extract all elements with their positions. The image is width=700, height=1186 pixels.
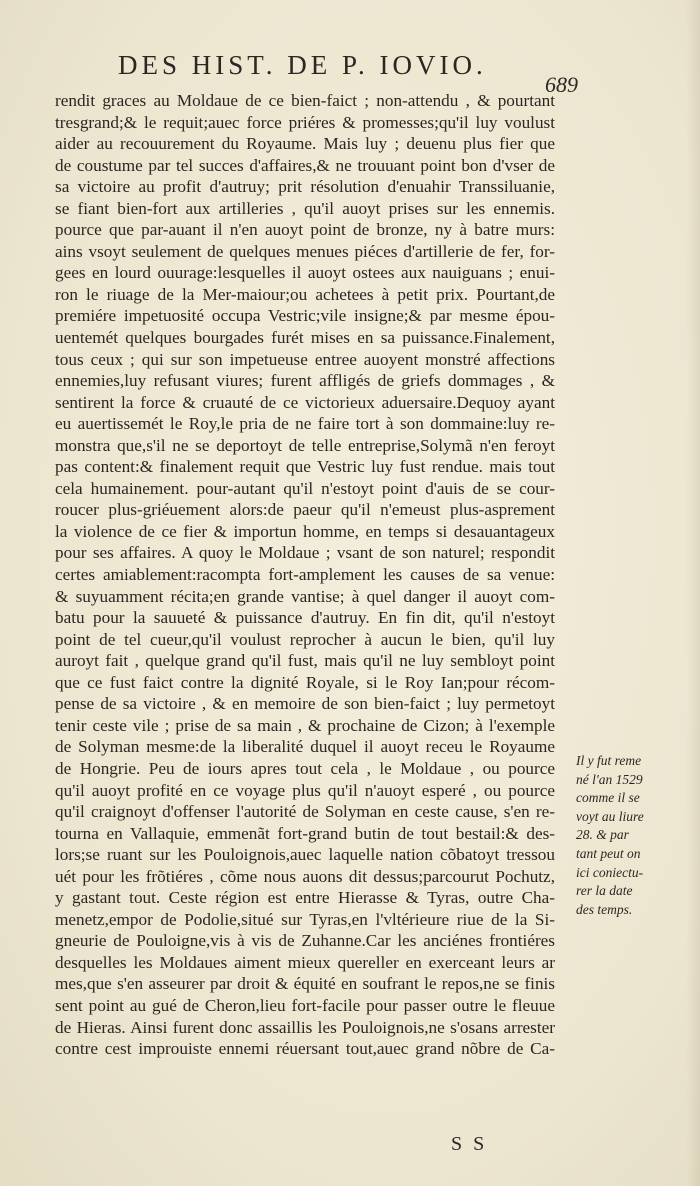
margin-note-line: rer la date — [576, 883, 633, 899]
text-line: de coustume par tel succes d'affaires,& ne trouuant point bon d'vser de — [55, 155, 555, 175]
text-line: de Hieras. Ainsi furent donc assaillis les Pouloignois,ne s'osans arrester — [55, 1017, 555, 1037]
text-line: premiére impetuosité occupa Vestric;vile insigne;& par mesme épou- — [55, 306, 555, 326]
text-line: contre cest improuiste ennemi réuersant tout,auec grand nõbre de Ca- — [55, 1039, 555, 1059]
page-edge-shadow — [686, 0, 700, 1186]
text-line: gneurie de Pouloigne,vis à vis de Zuhanne.Car les anciénes frontiéres — [55, 931, 555, 951]
margin-note-line: ici coniectu- — [576, 864, 644, 880]
text-line: menetz,empor de Podolie,situé sur Tyras,en l'vltérieure riue de la Si- — [55, 909, 555, 929]
margin-note-line: des temps. — [576, 901, 633, 917]
text-line: qu'il auoyt profité en ce voyage plus qu'il n'auoyt esperé , ou pource — [55, 780, 555, 800]
text-line: pour ses affaires. A quoy le Moldaue ; vsant de son naturel; respondit — [55, 543, 555, 563]
text-line: monstra que,s'il ne se deportoyt de telle entreprise,Solymã n'en feroyt — [55, 435, 555, 455]
text-line: desquelles les Moldaues aiment mieux quereller en exerceant leurs ar — [55, 952, 555, 972]
text-line: roucer plus-griéuement alors:de paeur qu'il n'emeust plus-asprement — [55, 500, 555, 520]
text-line: aider au recouurement du Royaume. Mais luy ; deuenu plus fier que — [55, 134, 555, 154]
margin-note-line: comme il se — [576, 790, 640, 806]
text-line: de Hongrie. Peu de iours apres tout cela , le Moldaue , ou pource — [55, 758, 555, 778]
text-line: rendit graces au Moldaue de ce bien-faict ; non-attendu , & pourtant — [55, 91, 555, 110]
text-line: que ce fust faict contre la dignité Royale, si le Roy Ian;pour récom- — [55, 672, 555, 692]
text-line: qu'il craignoyt d'offenser l'autorité de Solyman en ceste cause, s'en re- — [55, 802, 555, 822]
margin-note-line: Il y fut reme — [576, 753, 642, 768]
text-line: pource que par-auant il n'en auoyt point de bronze, ny à batre murs: — [55, 220, 555, 240]
body-text — [55, 90, 555, 1060]
margin-note-line: voyt au liure — [576, 808, 644, 824]
text-line: ains vsoyt seulement de quelques menues piéces d'artillerie de fer, for- — [55, 241, 555, 261]
running-title: DES HIST. DE P. IOVIO. — [118, 50, 487, 80]
text-line: tenir ceste vile ; prise de sa main , & prochaine de Cizon; à l'exemple — [55, 715, 555, 735]
text-line: tresgrand;& le requit;auec force priéres & promesses;qu'il luy voulust — [55, 112, 555, 132]
text-line: se fiant bien-fort aux artilleries , qu'il auoyt prises sur les ennemis. — [55, 198, 555, 218]
text-line: certes amiablement:racompta fort-amplement les causes de sa venue: — [55, 565, 555, 585]
text-line: pense de sa victoire , & en memoire de son bien-faict ; luy permetoyt — [55, 694, 555, 714]
text-line: mes,que s'en asseurer par droit & équité en soufrant le repos,ne se finis — [55, 974, 555, 994]
text-line: auroyt fait , quelque grand qu'il fust, mais qu'il ne luy sembloyt point — [55, 651, 555, 671]
text-line: ennemies,luy refusant viures; furent affligés de griefs dommages , & — [55, 371, 555, 391]
signature-mark: S S — [451, 1133, 488, 1155]
text-line: la violence de ce fier & importun homme, en temps si desauantageux — [55, 521, 555, 541]
text-line: sent point au gué de Cheron,lieu fort-facile pour passer outre le fleuue — [55, 995, 555, 1015]
text-line: tous ceux ; qui sur son impetueuse entree auoyent monstré affections — [55, 349, 555, 369]
text-line: gees en lourd ouurage:lesquelles il auoyt ostees aux nauiguans ; enui- — [55, 263, 555, 283]
text-line: y gastant tout. Ceste région est entre Hierasse & Tyras, outre Cha- — [55, 888, 555, 908]
text-line: eu auertissemét le Roy,le pria de ne faire tort à son dommaine:luy re- — [55, 414, 555, 434]
margin-note — [576, 752, 681, 919]
text-line: batu pour la sauueté & puissance d'autruy. En fin dit, qu'il n'estoyt — [55, 608, 555, 628]
text-line: tourna en Vallaquie, emmenãt fort-grand butin de tout bestail:& des- — [55, 823, 555, 843]
text-line: point de tel cueur,qu'il voulust reprocher à aucun le bien, qu'il luy — [55, 629, 555, 649]
text-line: cela humainement. pour-autant qu'il n'estoyt point d'auis de se cour- — [55, 478, 555, 498]
text-line: de Solyman mesme:de la liberalité duquel il auoyt receu le Royaume — [55, 737, 555, 757]
text-line: & suyuamment récita;en grande vantise; à quel danger il auoyt com- — [55, 586, 555, 606]
page-number: 689 — [545, 72, 578, 97]
text-line: lors;se ruant sur les Pouloignois,auec laquelle nation cõbatoyt tressou — [55, 845, 555, 865]
text-line: uét pour les frõtiéres , cõme nous auons dit dessus;parcourut Pochutz, — [55, 866, 555, 886]
margin-note-line: tant peut on — [576, 845, 641, 861]
margin-note-line: né l'an 1529 — [576, 771, 643, 787]
text-line: sentirent la force & cruauté de ce victorieux aduersaire.Dequoy ayant — [55, 392, 555, 412]
text-line: uentemét quelques bourgades furét mises en sa puissance.Finalement, — [55, 328, 555, 348]
text-line: ron le riuage de la Mer-maiour;ou achetees à petit prix. Pourtant,de — [55, 284, 555, 304]
text-line: pas content:& finalement requit que Vestric luy fust rendue. mais tout — [55, 457, 555, 477]
text-line: sa victoire au profit d'autruy; prit résolution d'enuahir Transsiluanie, — [55, 177, 555, 197]
margin-note-line: 28. & par — [576, 827, 629, 843]
